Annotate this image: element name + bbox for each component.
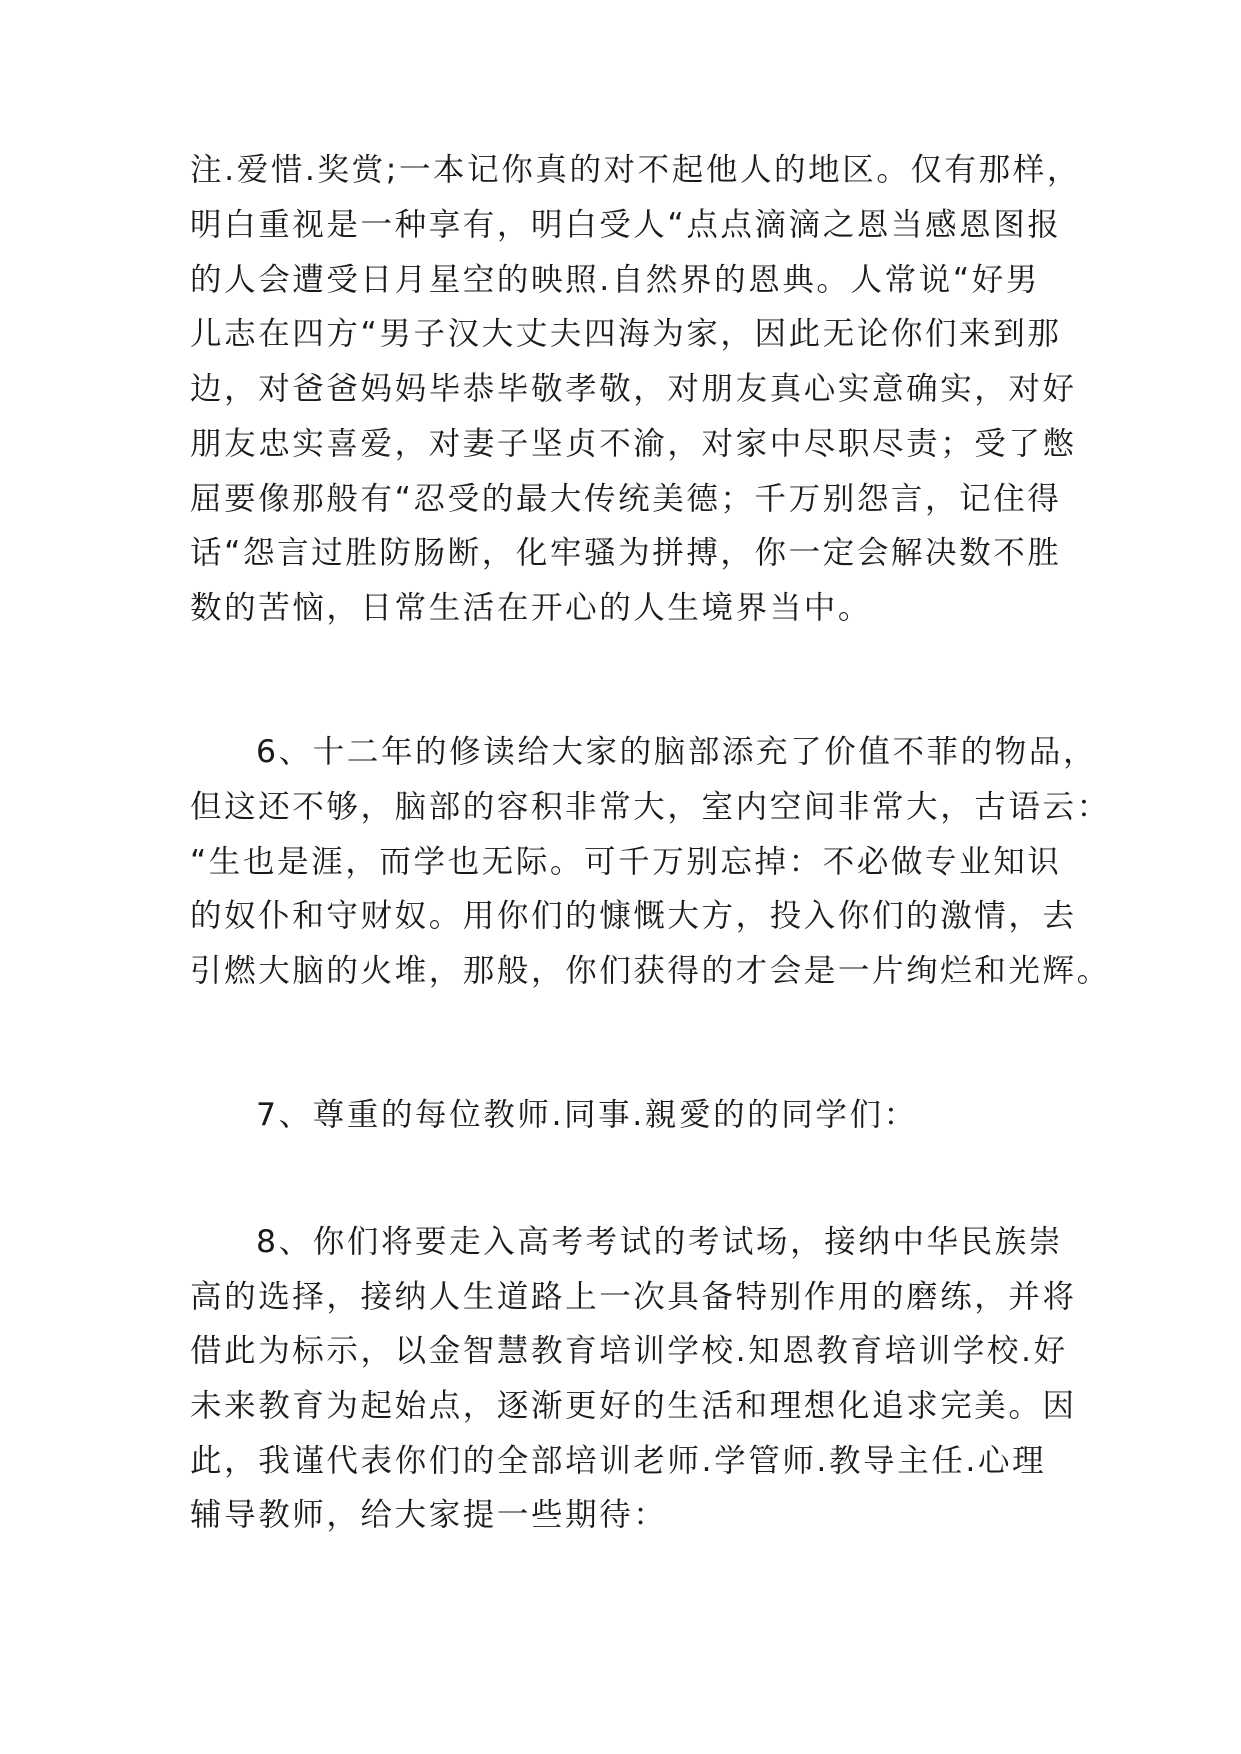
text-line: 借此为标示，以金智慧教育培训学校.知恩教育培训学校.好 (190, 1333, 1068, 1369)
text-line: 数的苦恼，日常生活在开心的人生境界当中。 (190, 590, 873, 626)
text-line: 边，对爸爸妈妈毕恭毕敬孝敬，对朋友真心实意确实，对好 (190, 371, 1077, 407)
text-line: 7、尊重的每位教师.同事.親愛的的同学们： (256, 1097, 918, 1133)
text-line: 6、十二年的修读给大家的脑部添充了价值不菲的物品， (256, 734, 1098, 770)
text-line: 此，我谨代表你们的全部培训老师.学管师.教导主任.心理 (190, 1443, 1047, 1479)
text-line: 朋友忠实喜爱，对妻子坚贞不渝，对家中尽职尽责；受了憋 (190, 426, 1077, 462)
text-line: 高的选择，接纳人生道路上一次具备特别作用的磨练，并将 (190, 1279, 1077, 1315)
text-line: 的人会遭受日月星空的映照.自然界的恩典。人常说“好男 (190, 262, 1040, 298)
text-line: 话“怨言过胜防肠断，化牢骚为拼搏，你一定会解决数不胜 (190, 535, 1062, 571)
text-line: 的奴仆和守财奴。用你们的慷慨大方，投入你们的激情，去 (190, 898, 1077, 934)
text-line: 注.爱惜.奖赏;一本记你真的对不起他人的地区。仅有那样， (190, 152, 1081, 188)
text-line: 屈要像那般有“忍受的最大传统美德；千万别怨言，记住得 (190, 481, 1062, 517)
text-line: “生也是涯，而学也无际。可千万别忘掉：不必做专业知识 (190, 844, 1062, 880)
text-line: 8、你们将要走入高考考试的考试场，接纳中华民族崇 (256, 1224, 1063, 1260)
text-line: 引燃大脑的火堆，那般，你们获得的才会是一片绚烂和光辉。 (190, 953, 1111, 989)
text-line: 但这还不够，脑部的容积非常大，室内空间非常大，古语云： (190, 789, 1111, 825)
text-line: 明白重视是一种享有，明白受人“点点滴滴之恩当感恩图报 (190, 207, 1062, 243)
text-line: 未来教育为起始点，逐渐更好的生活和理想化追求完美。因 (190, 1388, 1077, 1424)
text-line: 儿志在四方“男子汉大丈夫四海为家，因此无论你们来到那 (190, 316, 1062, 352)
text-line: 辅导教师，给大家提一些期待： (190, 1497, 668, 1533)
